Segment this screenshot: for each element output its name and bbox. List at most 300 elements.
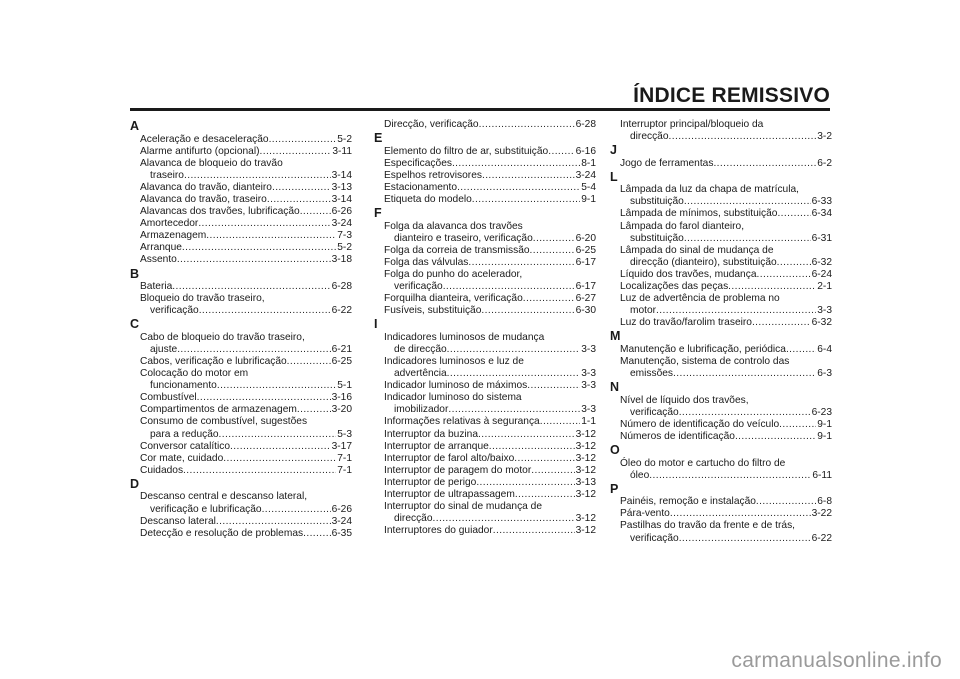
dot-leader [197,392,331,404]
index-entry [130,134,352,146]
index-entry [374,332,596,356]
index-entry [374,356,596,380]
index-entry-text: Compartimentos de armazenagem [140,404,297,416]
index-entry-text: Nível de líquido dos travões, [620,394,749,406]
index-entry [374,501,596,525]
index-page-number: 6-32 [811,317,832,329]
index-entry-text: substituição [630,196,684,208]
index-page-number: 5-4 [581,181,596,193]
index-page-number: 5-2 [337,242,352,254]
index-entry [130,206,352,218]
dot-leader [679,533,811,545]
dot-leader [262,504,331,516]
page-title: ÍNDICE REMISSIVO [633,84,830,107]
index-entry-text: Pastilhas do travão da frente e de trás, [620,520,795,532]
index-letter-heading: L [610,169,618,184]
index-page-number: 9-1 [581,193,596,205]
index-entry [610,508,832,520]
dot-leader [472,194,580,206]
index-entry [610,184,832,208]
index-page-number: 3-12 [575,513,596,525]
index-entry [610,158,832,170]
index-entry-text: para a redução [150,428,219,440]
index-entry-text: Combustível [140,392,197,404]
index-page-number: 7-1 [337,464,352,476]
index-entry-text: imobilizador [394,404,449,416]
dot-leader [300,206,331,218]
index-entry-text: Lâmpada do sinal de mudança de [620,244,774,256]
index-entry-text: verificação [630,406,679,418]
index-letter-heading: I [374,317,378,332]
index-letter-heading: O [610,443,620,458]
index-entry [130,332,352,356]
index-entry-text: ajuste [150,343,178,355]
index-entry-text: Cor mate, cuidado [140,452,224,464]
dot-leader [199,305,331,317]
index-entry [374,146,596,158]
index-entry [610,395,832,419]
index-entry-text: Elemento do filtro de ar, substituição [384,145,549,157]
index-page-number: 6-2 [817,157,832,169]
index-entry [130,416,352,440]
index-entry-text: Consumo de combustível, sugestões [140,416,308,428]
dot-leader [217,380,336,392]
dot-leader [735,431,816,443]
index-entry [374,441,596,453]
dot-leader [182,242,336,254]
index-page-number: 7-1 [337,452,352,464]
index-page-number: 5-3 [337,428,352,440]
index-entry [610,419,832,431]
dot-leader [476,477,574,489]
index-entry [130,516,352,528]
index-page-number: 6-28 [331,281,352,293]
index-page-number: 3-12 [575,489,596,501]
index-entry-text: Números de identificação [620,430,735,442]
dot-leader [478,429,575,441]
index-entry [130,254,352,266]
dot-leader [479,119,575,131]
index-page-number: 3-24 [331,515,352,527]
dot-leader [198,218,330,230]
dot-leader [489,441,575,453]
index-entry-text: Cabos, verificação e lubrificação [140,356,287,367]
index-entry-text: Alavanca de bloqueio do travão [140,157,283,169]
index-entry [130,242,352,254]
index-entry-text: Líquido dos travões, mudança [620,268,757,280]
index-entry [374,305,596,317]
index-entry-text: óleo [630,469,650,481]
index-page-number: 6-17 [575,256,596,268]
index-entry [130,146,352,158]
index-entry-text: traseiro [150,169,184,181]
index-entry [130,465,352,477]
dot-leader [457,182,580,194]
dot-leader [177,344,330,356]
index-entry-text: verificação [150,305,199,317]
index-entry [610,317,832,329]
dot-leader [649,470,811,482]
index-entry [374,429,596,441]
dot-leader [527,380,580,392]
dot-leader [548,146,574,158]
dot-leader [206,230,336,242]
index-entry-text: Folga das válvulas [384,256,469,268]
index-page-number: 6-28 [575,119,596,130]
index-page-number: 9-1 [817,430,832,442]
index-entry-text: Especificações [384,157,452,169]
dot-leader [679,407,811,419]
index-page-number: 6-31 [811,232,832,244]
index-page-number: 6-30 [575,305,596,317]
index-page-number: 3-20 [331,404,352,416]
index-page-number: 6-8 [817,496,832,508]
index-page-number: 6-24 [811,268,832,280]
index-page-number: 3-14 [331,169,352,181]
dot-leader [493,525,575,537]
index-entry-text: Alarme antifurto (opcional) [140,145,260,157]
index-entry-text: Alavanca do travão, dianteiro [140,181,272,193]
index-entry [130,453,352,465]
index-entry-text: Cuidados [140,464,184,476]
index-entry-text: Alavanca do travão, traseiro [140,193,267,205]
index-entry [610,344,832,356]
index-page-number: 6-3 [817,368,832,380]
index-page-number: 6-25 [331,356,352,367]
index-page-number: 3-24 [575,169,596,181]
index-page-number: 6-4 [817,343,832,355]
index-page-number: 3-14 [331,193,352,205]
dot-leader [656,305,816,317]
dot-leader [259,146,331,158]
index-entry-text: Indicador luminoso do sistema [384,392,522,404]
dot-leader [452,158,580,170]
index-page-number: 3-22 [811,508,832,520]
index-entry-text: Etiqueta do modelo [384,193,472,205]
dot-leader [777,257,811,269]
index-entry-text: funcionamento [150,380,217,392]
index-entry [130,368,352,392]
dot-leader [752,317,811,329]
dot-leader [447,344,581,356]
index-page-number: 6-22 [811,532,832,544]
index-entry-text: Interruptores do guiador [384,525,493,537]
dot-leader [756,496,816,508]
dot-leader [177,254,331,266]
dot-leader [684,233,811,245]
dot-leader [531,465,574,477]
index-entry [130,528,352,540]
index-entry-text: motor [630,305,657,317]
index-entry-text: direcção (dianteiro), substituição [630,256,777,268]
index-page-number: 3-3 [817,305,832,317]
index-entry [374,465,596,477]
index-page-number: 3-11 [332,145,352,157]
index-page-number: 1-1 [581,416,596,428]
index-entry [130,281,352,293]
index-entry-text: Interruptor de perigo [384,476,477,488]
index-letter-heading: B [130,266,140,281]
index-entry-text: Descanso lateral [140,515,216,527]
index-entry [610,221,832,245]
index-letter-heading: F [374,206,382,221]
index-page-number: 6-16 [575,145,596,157]
index-entry [130,491,352,515]
index-page-number: 3-2 [817,131,832,143]
index-entry-text: Estacionamento [384,181,458,193]
index-entry [130,293,352,317]
watermark: carmanualsonline.info [731,649,942,672]
index-entry-text: Luz de advertência de problema no [620,293,780,305]
index-entry-text: Conversor catalítico [140,440,231,452]
index-page-number: 2-1 [817,281,832,293]
index-entry [610,269,832,281]
index-page-number: 3-12 [575,440,596,452]
index-entry [374,489,596,501]
index-entry-text: substituição [630,232,684,244]
index-page-number: 5-1 [337,380,352,392]
index-entry-text: verificação e lubrificação [150,503,262,515]
index-entry [130,356,352,368]
index-entry [374,257,596,269]
index-page-number: 6-32 [811,256,832,268]
dot-leader [230,441,331,453]
index-page-number: 6-20 [575,232,596,244]
index-entry-text: verificação [394,281,443,293]
title-rule [130,108,830,111]
index-column-2 [374,119,596,537]
index-page-number: 3-24 [331,218,352,230]
index-entry-text: Folga do punho do acelerador, [384,268,523,280]
index-letter-heading: C [130,317,140,332]
index-entry [374,416,596,428]
index-entry-text: Cabo de bloqueio do travão traseiro, [140,331,305,343]
index-entry-text: Número de identificação do veículo [620,418,780,430]
index-entry-text: de direcção [394,343,447,355]
index-entry [610,208,832,220]
index-page-number: 6-21 [331,343,352,355]
dot-leader [184,170,331,182]
index-page-number: 6-34 [811,208,832,220]
index-letter-heading: A [130,119,140,133]
dot-leader [448,404,580,416]
index-page-number: 3-13 [575,476,596,488]
index-letter-heading: M [610,329,621,344]
index-entry-text: Bateria [140,281,173,293]
index-entry [610,293,832,317]
index-entry [610,520,832,544]
index-entry-text: Detecção e resolução de problemas [140,527,304,539]
index-entry-text: Arranque [140,242,182,254]
index-entry-text: Lâmpada do farol dianteiro, [620,220,745,232]
index-entry-text: direcção [630,131,669,143]
index-entry-text: advertência [394,368,447,380]
index-entry-text: Pára-vento [620,508,670,520]
index-entry [610,245,832,269]
index-entry [374,525,596,537]
index-page-number: 8-1 [581,157,596,169]
index-entry-text: Lâmpada da luz da chapa de matrícula, [620,184,799,196]
index-page-number: 5-2 [337,133,352,145]
index-entry-text: Interruptor do sinal de mudança de [384,501,543,513]
dot-leader [223,453,336,465]
dot-leader [669,131,817,143]
dot-leader [183,465,336,477]
index-entry [130,230,352,242]
index-entry-text: Painéis, remoção e instalação [620,496,756,508]
dot-leader [757,269,811,281]
dot-leader [481,305,574,317]
index-page-number: 3-12 [575,464,596,476]
index-page-number: 3-12 [575,525,596,537]
index-entry [374,170,596,182]
index-page-number: 9-1 [817,418,832,430]
dot-leader [482,170,575,182]
dot-leader [433,513,575,525]
dot-leader [779,419,816,431]
index-page-number: 6-26 [331,206,352,218]
index-entry [374,380,596,392]
index-page-number: 3-13 [331,181,352,193]
dot-leader [540,416,581,428]
index-entry-text: Interruptor de paragem do motor [384,464,532,476]
index-page-number: 6-35 [331,527,352,539]
index-page-number: 3-3 [581,343,596,355]
index-entry-text: Assento [140,254,177,266]
dot-leader [297,404,331,416]
index-entry-text: verificação [630,532,679,544]
dot-leader [777,208,810,220]
index-entry [610,356,832,380]
index-page-number: 6-26 [331,503,352,515]
index-entry [374,119,596,131]
index-page-number: 6-17 [575,281,596,293]
index-entry-text: Manutenção e lubrificação, periódica [620,343,786,355]
index-page-number: 6-23 [811,406,832,418]
index-entry-text: Folga da alavanca dos travões [384,220,523,232]
index-entry-text: Interruptor da buzina [384,428,479,440]
dot-leader [515,489,575,501]
dot-leader [468,257,574,269]
index-page-number: 3-3 [581,404,596,416]
dot-leader [684,196,811,208]
index-entry-text: Indicadores luminosos de mudança [384,331,545,343]
dot-leader [287,356,331,368]
index-entry-text: Interruptor de farol alto/baixo [384,452,515,464]
index-entry-text: dianteiro e traseiro, verificação [394,232,533,244]
index-page-number: 3-16 [331,392,352,404]
index-entry-text: emissões [630,368,674,380]
dot-leader [272,182,331,194]
dot-leader [443,281,575,293]
index-column-1 [130,119,352,540]
index-page-number: 3-3 [581,380,596,392]
index-entry-text: Interruptor principal/bloqueio da [620,119,764,130]
index-entry [374,293,596,305]
index-entry-text: Folga da correia de transmissão [384,244,530,256]
index-entry-text: Bloqueio do travão traseiro, [140,293,265,305]
index-page-number: 6-22 [331,305,352,317]
index-entry-text: Lâmpada de mínimos, substituição [620,208,778,220]
dot-leader [786,344,816,356]
dot-leader [219,429,337,441]
index-page-number: 6-27 [575,293,596,305]
index-page-number: 7-3 [337,230,352,242]
dot-leader [523,293,575,305]
index-entry [374,182,596,194]
index-entry-text: Aceleração e desaceleração [140,133,269,145]
index-entry-text: Amortecedor [140,218,199,230]
dot-leader [530,245,575,257]
dot-leader [269,134,337,146]
index-entry [130,441,352,453]
index-entry [610,281,832,293]
index-entry-text: direcção [394,513,433,525]
index-entry-text: Fusíveis, substituição [384,305,482,317]
index-entry-text: Indicador luminoso de máximos [384,380,528,392]
index-entry-text: Indicadores luminosos e luz de [384,356,524,367]
index-entry [374,221,596,245]
index-entry [130,218,352,230]
index-entry-text: Direcção, verificação [384,119,479,130]
index-entry [130,194,352,206]
index-page-number: 3-12 [575,452,596,464]
dot-leader [673,368,816,380]
dot-leader [670,508,811,520]
dot-leader [728,281,816,293]
index-page-number: 3-12 [575,428,596,440]
index-entry [130,182,352,194]
index-entry [374,194,596,206]
index-entry [374,158,596,170]
index-entry-text: Jogo de ferramentas [620,157,714,169]
index-entry-text: Espelhos retrovisores [384,169,482,181]
index-entry-text: Forquilha dianteira, verificação [384,293,523,305]
index-entry [374,392,596,416]
index-entry [374,453,596,465]
dot-leader [303,528,331,540]
index-entry [610,496,832,508]
index-entry-text: Colocação do motor em [140,368,249,380]
index-entry-text: Informações relativas à segurança [384,416,540,428]
index-column-3 [610,119,832,545]
index-entry [610,458,832,482]
index-page-number: 3-18 [331,254,352,266]
dot-leader [216,516,331,528]
index-page-number: 3-3 [581,368,596,380]
dot-leader [447,368,581,380]
dot-leader [267,194,331,206]
index-entry [374,477,596,489]
index-entry-text: Óleo do motor e cartucho do filtro de [620,457,786,469]
index-entry [130,158,352,182]
dot-leader [713,158,816,170]
index-page-number: 6-11 [812,469,832,481]
index-entry-text: Interruptor de ultrapassagem [384,489,515,501]
index-entry [130,392,352,404]
index-entry-text: Localizações das peças [620,281,729,293]
index-page-number: 6-33 [811,196,832,208]
index-letter-heading: D [130,476,140,491]
index-page-number: 6-25 [575,244,596,256]
index-entry [610,119,832,143]
index-entry-text: Armazenagem [140,230,207,242]
index-letter-heading: J [610,143,617,158]
index-entry-text: Luz do travão/farolim traseiro [620,317,752,329]
index-entry [374,269,596,293]
index-entry [610,431,832,443]
index-entry-text: Interruptor de arranque [384,440,489,452]
